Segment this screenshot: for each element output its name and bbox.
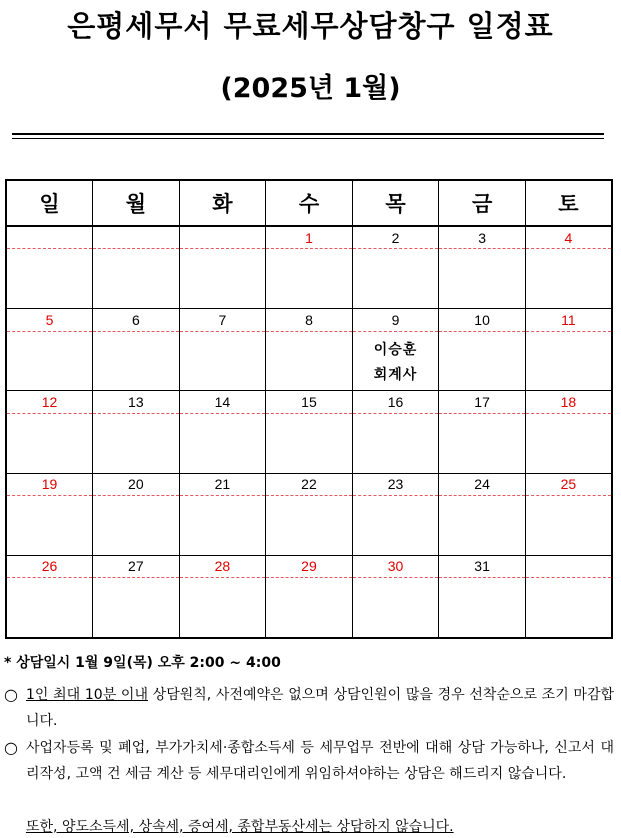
divider-thin bbox=[12, 138, 604, 139]
excluded-taxes-note: 또한, 양도소득세, 상속세, 증여세, 종합부동산세는 상담하지 않습니다. bbox=[26, 819, 454, 835]
day-content bbox=[525, 495, 612, 555]
week-5-content bbox=[6, 578, 612, 638]
weekday-mon: 월 bbox=[93, 180, 180, 226]
day-content bbox=[179, 495, 266, 555]
day-content bbox=[179, 249, 266, 309]
day-content bbox=[179, 578, 266, 638]
day-content bbox=[525, 578, 612, 638]
consultant-name: 이승훈 bbox=[373, 341, 418, 358]
date-cell: 18 bbox=[525, 391, 612, 413]
date-cell: 29 bbox=[266, 555, 353, 577]
day-content bbox=[352, 249, 439, 309]
date-cell: 10 bbox=[439, 309, 526, 331]
date-cell: 1 bbox=[266, 226, 353, 249]
date-cell: 4 bbox=[525, 226, 612, 249]
date-cell: 25 bbox=[525, 473, 612, 495]
page-title: 은평세무서 무료세무상담창구 일정표 bbox=[67, 9, 554, 43]
date-cell: 9 bbox=[352, 309, 439, 331]
weekday-tue: 화 bbox=[179, 180, 266, 226]
day-content bbox=[439, 495, 526, 555]
day-content bbox=[266, 578, 353, 638]
week-3-content bbox=[6, 413, 612, 473]
week-2-content bbox=[6, 331, 612, 391]
weekday-sun: 일 bbox=[6, 180, 93, 226]
date-cell: 16 bbox=[352, 391, 439, 413]
day-content bbox=[352, 413, 439, 473]
day-content bbox=[6, 331, 93, 391]
date-cell: 23 bbox=[352, 473, 439, 495]
circle-bullet-icon: ○ bbox=[4, 685, 18, 704]
day-content bbox=[266, 331, 353, 391]
day-content bbox=[352, 578, 439, 638]
date-cell bbox=[6, 226, 93, 249]
date-cell: 14 bbox=[179, 391, 266, 413]
day-content bbox=[352, 495, 439, 555]
day-content bbox=[525, 413, 612, 473]
week-3-dates bbox=[6, 391, 612, 413]
schedule-note: * 상담일시 1월 9일(목) 오후 2:00 ~ 4:00 bbox=[4, 655, 281, 671]
day-content bbox=[266, 249, 353, 309]
circle-bullet-icon: ○ bbox=[4, 738, 18, 757]
day-content bbox=[93, 331, 180, 391]
day-content bbox=[93, 495, 180, 555]
date-cell: 30 bbox=[352, 555, 439, 577]
date-cell: 24 bbox=[439, 473, 526, 495]
day-content bbox=[439, 331, 526, 391]
day-content bbox=[6, 578, 93, 638]
weekday-sat: 토 bbox=[525, 180, 612, 226]
weekday-thu: 목 bbox=[352, 180, 439, 226]
date-cell: 2 bbox=[352, 226, 439, 249]
day-content bbox=[439, 413, 526, 473]
consultant-title: 회계사 bbox=[373, 366, 418, 383]
date-cell: 3 bbox=[439, 226, 526, 249]
date-cell: 20 bbox=[93, 473, 180, 495]
calendar-table bbox=[5, 179, 613, 639]
note-text: 사업자등록 및 폐업, 부가가치세·종합소득세 등 세무업무 전반에 대해 상담 가능하나, 신고서 대리작성, 고액 건 세금 계산 등 세무대리인에게 위임하셔야하는 상담은 해드리지 않습니다. bbox=[26, 740, 614, 782]
date-cell bbox=[525, 555, 612, 577]
week-2-dates bbox=[6, 309, 612, 331]
date-cell: 6 bbox=[93, 309, 180, 331]
date-cell: 13 bbox=[93, 391, 180, 413]
week-5-dates bbox=[6, 555, 612, 577]
day-content bbox=[6, 495, 93, 555]
date-cell bbox=[93, 226, 180, 249]
divider-thick bbox=[12, 133, 604, 135]
day-content bbox=[525, 249, 612, 309]
date-cell: 12 bbox=[6, 391, 93, 413]
date-cell: 15 bbox=[266, 391, 353, 413]
day-content bbox=[93, 249, 180, 309]
week-1-content bbox=[6, 249, 612, 309]
date-cell: 11 bbox=[525, 309, 612, 331]
weekday-fri: 금 bbox=[439, 180, 526, 226]
day-content bbox=[439, 249, 526, 309]
day-content bbox=[93, 578, 180, 638]
note-text: 상담원칙, 사전예약은 없으며 상담인원이 많을 경우 선착순으로 조기 마감합니다. bbox=[26, 687, 615, 729]
day-content bbox=[439, 578, 526, 638]
date-cell: 19 bbox=[6, 473, 93, 495]
week-4-content bbox=[6, 495, 612, 555]
day-content bbox=[525, 331, 612, 391]
weekday-header-row bbox=[6, 180, 612, 226]
date-cell: 28 bbox=[179, 555, 266, 577]
date-cell: 31 bbox=[439, 555, 526, 577]
date-cell: 27 bbox=[93, 555, 180, 577]
day-content bbox=[6, 413, 93, 473]
note-bullet-2 bbox=[4, 735, 614, 787]
date-cell bbox=[179, 226, 266, 249]
date-cell: 7 bbox=[179, 309, 266, 331]
week-4-dates bbox=[6, 473, 612, 495]
date-cell: 5 bbox=[6, 309, 93, 331]
day-content bbox=[179, 331, 266, 391]
page-subtitle: (2025년 1월) bbox=[220, 73, 401, 104]
date-cell: 22 bbox=[266, 473, 353, 495]
date-cell: 17 bbox=[439, 391, 526, 413]
underlined-limit-text: 1인 최대 10분 이내 bbox=[26, 687, 148, 703]
note-bullet-1 bbox=[4, 682, 614, 734]
consultant-cell bbox=[352, 331, 439, 391]
date-cell: 26 bbox=[6, 555, 93, 577]
week-1-dates bbox=[6, 226, 612, 249]
day-content bbox=[6, 249, 93, 309]
day-content bbox=[266, 413, 353, 473]
day-content bbox=[179, 413, 266, 473]
day-content bbox=[93, 413, 180, 473]
weekday-wed: 수 bbox=[266, 180, 353, 226]
day-content bbox=[266, 495, 353, 555]
date-cell: 8 bbox=[266, 309, 353, 331]
date-cell: 21 bbox=[179, 473, 266, 495]
